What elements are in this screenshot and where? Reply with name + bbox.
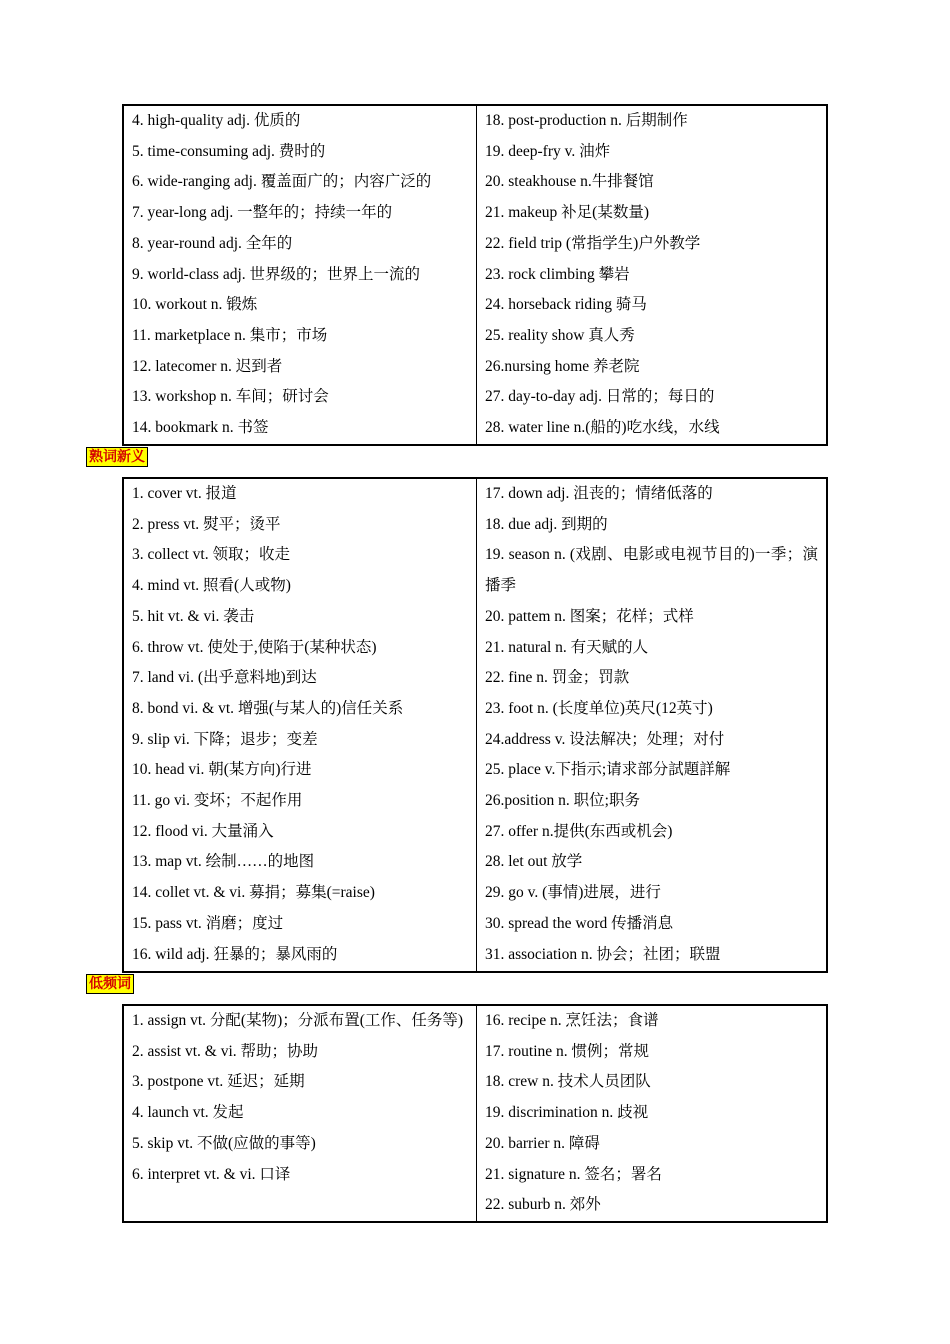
vocab-entry: 20. steakhouse n.牛排餐馆 [484,173,654,191]
vocab-entry: 12. latecomer n. 迟到者 [132,357,283,375]
vocab-entry: 11. go vi. 变坏；不起作用 [132,792,303,810]
vocab-entry: 6. wide-ranging adj. 覆盖面广的；内容广泛的 [132,173,432,191]
vocab-entry: 27. offer n.提供(东西或机会) [484,822,673,840]
vocab-entry: 22. field trip (常指学生)户外教学 [484,234,701,252]
vocab-entry: 26.position n. 职位;职务 [484,792,640,810]
vocab-entry: 23. foot n. (长度单位)英尺(12英寸) [484,699,713,717]
vocab-entry: 4. launch vt. 发起 [132,1104,244,1122]
vocab-entry: 11. marketplace n. 集市；市场 [132,326,328,344]
vocab-entry: 14. bookmark n. 书签 [132,419,269,437]
vocab-entry: 12. flood vi. 大量涌入 [132,822,274,840]
vocab-entry: 28. let out 放学 [484,853,583,871]
vocab-entry: 15. pass vt. 消磨；度过 [132,914,284,932]
vocab-entry: 9. world-class adj. 世界级的；世界上一流的 [132,265,421,283]
vocab-entry: 18. crew n. 技术人员团队 [484,1073,651,1091]
vocab-entry: 3. postpone vt. 延迟；延期 [132,1073,305,1091]
vocab-table-low-frequency-words [122,1004,828,1223]
vocab-entry: 25. place v.下指示;请求部分試題詳解 [484,761,731,779]
vocab-entry: 13. workshop n. 车间；研讨会 [132,388,329,406]
vocab-entry: 13. map vt. 绘制……的地图 [132,853,315,871]
vocab-entry: 14. collet vt. & vi. 募捐；募集(=raise) [132,884,375,902]
vocab-entry: 19. deep-fry v. 油炸 [484,142,611,160]
vocab-entry: 1. cover vt. 报道 [132,485,237,502]
vocab-entry: 21. makeup 补足(某数量) [484,204,649,222]
vocab-entry: 28. water line n.(船的)吃水线，水线 [484,419,720,437]
vocab-entry: 23. rock climbing 攀岩 [484,265,630,283]
vocab-entry: 26.nursing home 养老院 [484,357,640,375]
vocab-entry: 22. fine n. 罚金；罚款 [484,669,630,687]
vocab-entry: 25. reality show 真人秀 [484,326,635,344]
vocab-entry: 17. routine n. 惯例；常规 [484,1042,650,1060]
vocab-entry: 24. horseback riding 骑马 [484,296,647,314]
vocab-entry: 20. barrier n. 障碍 [484,1134,600,1152]
section-label-low-frequency-words: 低频词 [86,974,134,994]
vocab-entry: 6. interpret vt. & vi. 口译 [132,1165,291,1183]
vocab-entry: 8. year-round adj. 全年的 [132,234,293,252]
vocab-entry: 2. assist vt. & vi. 帮助；协助 [132,1042,319,1060]
section-label-familiar-words: 熟词新义 [86,447,148,467]
vocab-entry: 27. day-to-day adj. 日常的；每日的 [484,388,715,406]
vocab-entry: 6. throw vt. 使处于,使陷于(某种状态) [132,638,377,656]
vocab-table-familiar-words-new-meanings [122,477,828,973]
vocab-entry: 1. assign vt. 分配(某物)；分派布置(工作、任务等) [132,1012,464,1029]
vocab-entry: 20. pattem n. 图案；花样；式样 [484,607,694,625]
vocab-entry: 4. high-quality adj. 优质的 [132,112,301,129]
vocab-column-right [476,106,826,444]
vocab-column-left [124,1006,476,1221]
vocab-entry: 5. skip vt. 不做(应做的事等) [132,1134,316,1152]
vocab-entry: 5. time-consuming adj. 费时的 [132,142,326,160]
vocab-entry: 19. season n. (戏剧、电影或电视节目的)一季；演播季 [484,546,818,595]
vocab-entry: 16. wild adj. 狂暴的；暴风雨的 [132,945,338,963]
vocab-entry: 30. spread the word 传播消息 [484,914,674,932]
vocab-table-compound-words [122,104,828,446]
vocab-entry: 22. suburb n. 郊外 [484,1196,601,1214]
vocab-entry: 2. press vt. 熨平；烫平 [132,515,281,533]
vocab-entry: 18. due adj. 到期的 [484,515,608,533]
vocab-entry: 5. hit vt. & vi. 袭击 [132,607,255,625]
vocab-column-left [124,106,476,444]
vocab-entry: 21. natural n. 有天赋的人 [484,638,649,656]
vocab-entry: 10. workout n. 锻炼 [132,296,258,314]
vocab-column-left [124,479,476,971]
vocab-column-right [476,479,826,971]
vocab-entry: 4. mind vt. 照看(人或物) [132,577,291,595]
vocab-column-right [476,1006,826,1221]
vocab-entry: 18. post-production n. 后期制作 [484,112,688,129]
vocab-entry: 24.address v. 设法解决；处理；对付 [484,730,725,748]
vocab-entry: 10. head vi. 朝(某方向)行进 [132,761,312,779]
vocab-entry: 9. slip vi. 下降；退步；变差 [132,730,318,748]
vocab-entry: 17. down adj. 沮丧的；情绪低落的 [484,485,713,502]
vocab-entry: 8. bond vi. & vt. 增强(与某人的)信任关系 [132,699,404,717]
vocab-entry: 19. discrimination n. 歧视 [484,1104,649,1122]
vocab-entry: 3. collect vt. 领取；收走 [132,546,290,564]
vocab-entry: 29. go v. (事情)进展，进行 [484,884,661,902]
vocab-entry: 7. year-long adj. 一整年的；持续一年的 [132,204,393,222]
vocab-entry: 31. association n. 协会；社团；联盟 [484,945,721,963]
vocab-entry: 21. signature n. 签名；署名 [484,1165,662,1183]
vocab-entry: 16. recipe n. 烹饪法；食谱 [484,1012,659,1029]
vocab-entry: 7. land vi. (出乎意料地)到达 [132,669,317,687]
